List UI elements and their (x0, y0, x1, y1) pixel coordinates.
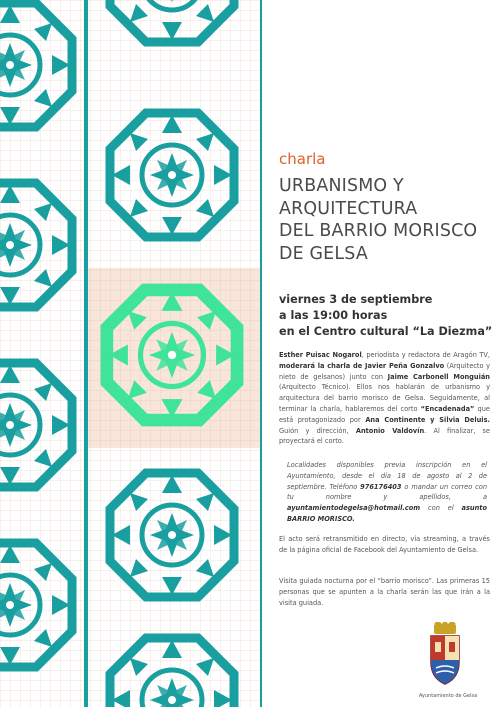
speaker-name: Esther Puisac Nogarol (279, 351, 362, 359)
logo-caption: Ayuntamiento de Gelsa (418, 693, 478, 699)
event-date: viernes 3 de septiembre (279, 293, 433, 306)
phone-number: 976176403 (360, 482, 402, 491)
event-details (279, 292, 494, 340)
email-subject: asunto BARRIO MORISCO. (287, 504, 487, 523)
email-address: ayuntamientodegelsa@hotmail.com (287, 504, 421, 513)
speaker-name: Jaime Carbonell Monguián (387, 372, 490, 381)
tickets-paragraph: Localidades disponibles previa inscripción en el Ayuntamiento, desde el día 18 de agosto al 2 de septiembre. Teléfono 976176403 o mandar un correo con tu nombre y apellidos, a ayuntamientodegelsa@hotmail.com con el asunto BARRIO MORISCO. (287, 461, 487, 523)
title-line: DEL BARRIO MORISCO (279, 221, 478, 241)
title-line: URBANISMO Y (279, 176, 404, 196)
actors: Ana Continente y Silvia Deluis. (365, 415, 490, 424)
event-title (279, 175, 494, 265)
title-line: DE GELSA (279, 243, 368, 264)
speaker-name: moderará la charla de Javier Peña Gonzalvo (279, 361, 445, 370)
coat-of-arms-logo (425, 622, 465, 688)
title-line: ARQUITECTURA (279, 198, 418, 219)
short-film-title: “Encadenada” (420, 404, 475, 413)
event-time: a las 19:00 horas (279, 309, 388, 322)
guided-tour-paragraph: Visita guiada nocturna por el “barrio morisco”. Las primeras 15 personas que se apunten a la charla serán las que irán a la visita guiada. (279, 577, 490, 607)
streaming-paragraph: El acto será retransmitido en directo, vía streaming, a través de la página oficial de Facebook del Ayuntamiento de Gelsa. (279, 535, 490, 554)
director: Antonio Valdovín (355, 426, 425, 435)
event-type-label: charla (279, 150, 326, 168)
event-venue: en el Centro cultural “La Diezma” (279, 325, 493, 338)
description-paragraph: Esther Puisac Nogarol, periodista y redactora de Aragón TV, moderará la charla de Javier Peña Gonzalvo (Arquitecto y nieto de gelsanos) junto con Jaime Carbonell Monguián (Arquitecto Técnico). Ellos nos hablarán de urbanismo y arquitectura del barrio morisco de Gelsa. Seguidamente, al terminar la charla, hablaremos del corto “Encadenada” que está protagonizado por Ana Continente y Silvia Deluis. Guión y dirección, Antonio Valdovín. Al finalizar, se proyectará el corto. (279, 351, 491, 446)
